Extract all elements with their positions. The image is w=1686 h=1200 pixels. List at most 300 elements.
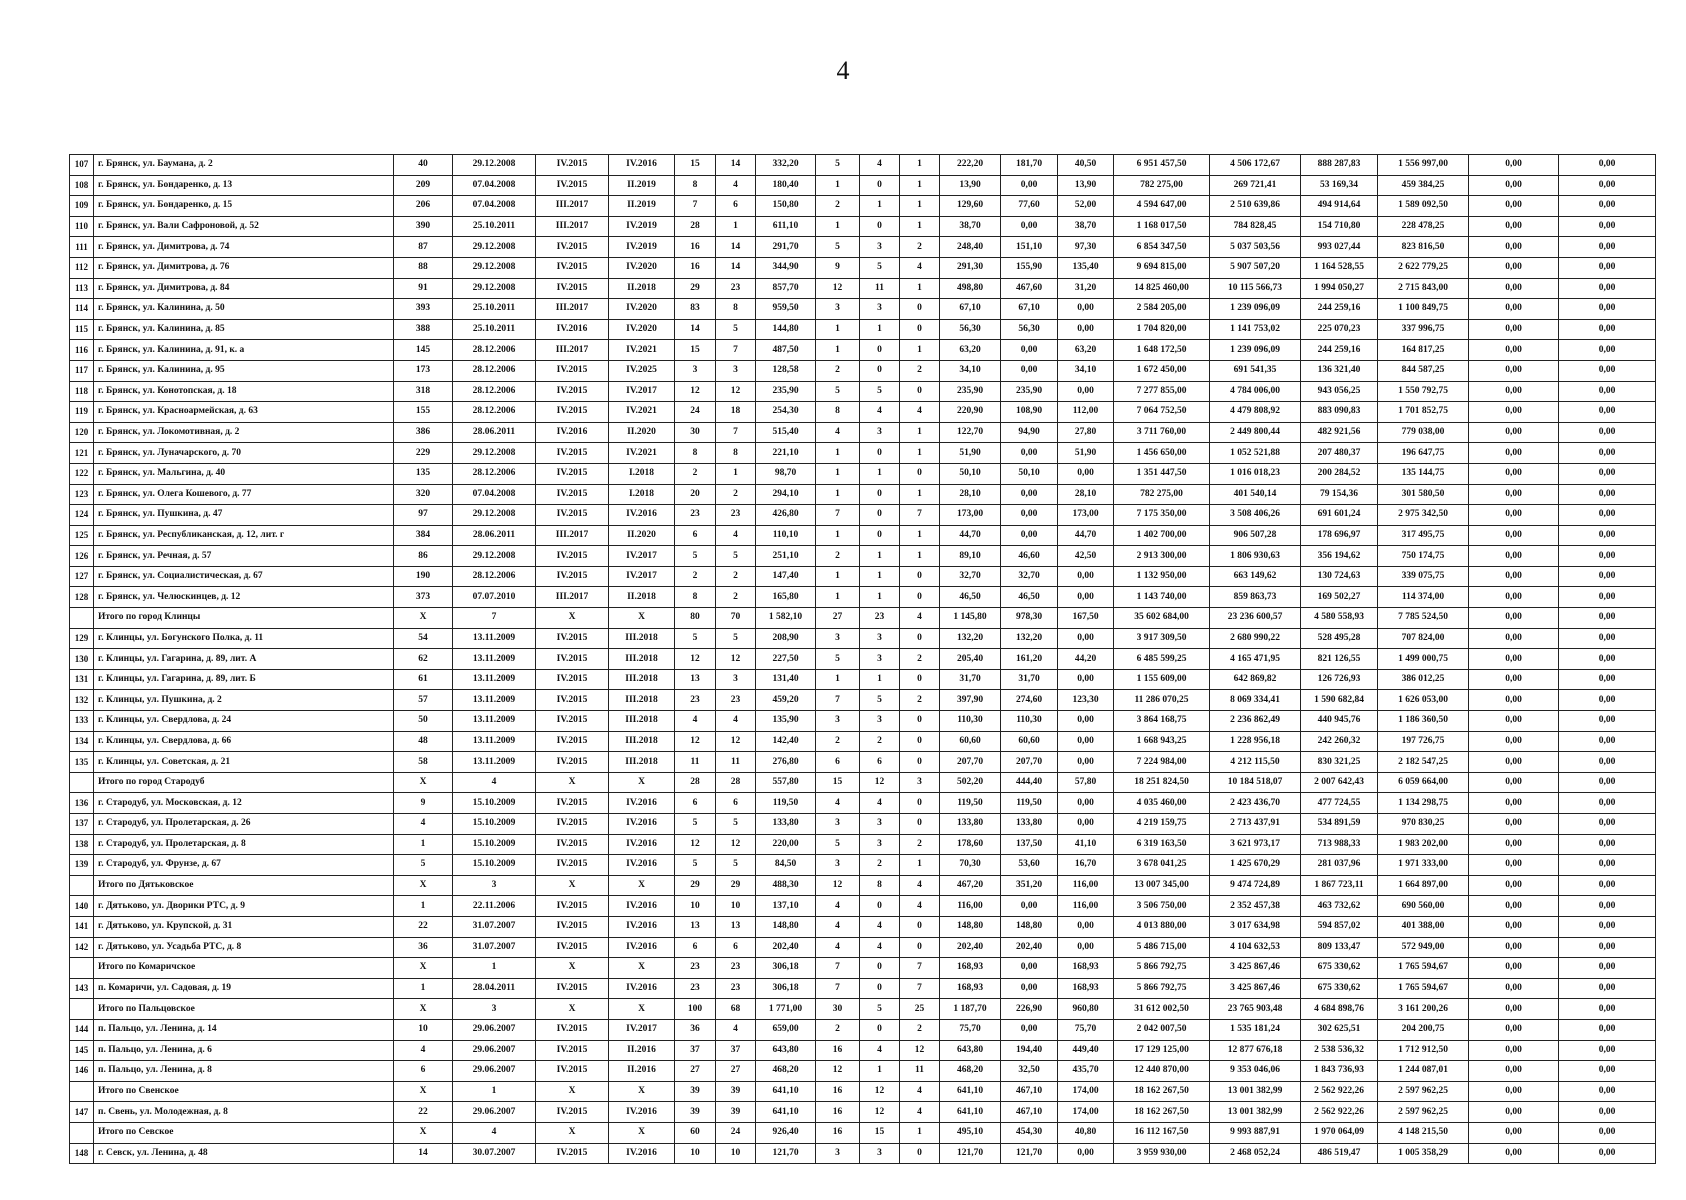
address-cell: г. Брянск, ул. Димитрова, д. 74 <box>94 237 394 258</box>
address-cell: г. Клинцы, ул. Пушкина, д. 2 <box>94 690 394 711</box>
table-cell: 4 <box>716 711 756 732</box>
table-cell: 28 <box>675 216 716 237</box>
table-cell: 320 <box>394 484 453 505</box>
table-cell: 16 <box>816 1040 860 1061</box>
table-cell: 1 132 950,00 <box>1114 566 1210 587</box>
table-cell: X <box>609 1122 675 1143</box>
table-cell: 0,00 <box>1058 381 1114 402</box>
row-number: 144 <box>70 1019 94 1040</box>
table-cell: 0,00 <box>1469 422 1559 443</box>
table-cell: 1 239 096,09 <box>1210 299 1301 320</box>
row-number: 137 <box>70 814 94 835</box>
table-cell: 70 <box>716 608 756 629</box>
subtotal-label: Итого по Севское <box>94 1122 394 1143</box>
table-cell: 302 625,51 <box>1301 1019 1378 1040</box>
table-cell: 294,10 <box>756 484 816 505</box>
table-cell: 274,60 <box>1001 690 1058 711</box>
table-cell: 0,00 <box>1559 340 1656 361</box>
table-cell: 467,10 <box>1001 1102 1058 1123</box>
table-cell: 1 351 447,50 <box>1114 463 1210 484</box>
table-cell: IV.2016 <box>609 896 675 917</box>
table-cell: 5 <box>816 649 860 670</box>
table-cell: 180,40 <box>756 175 816 196</box>
table-cell: IV.2015 <box>536 443 609 464</box>
table-cell: 4 <box>394 814 453 835</box>
table-cell: 4 784 006,00 <box>1210 381 1301 402</box>
table-cell: 0 <box>860 484 900 505</box>
table-cell: 0,00 <box>1559 216 1656 237</box>
table-cell: 38,70 <box>1058 216 1114 237</box>
table-cell: 9 993 887,91 <box>1210 1122 1301 1143</box>
table-cell: 13 <box>675 669 716 690</box>
table-cell: 3 <box>900 772 940 793</box>
table-cell: 0,00 <box>1469 793 1559 814</box>
table-cell: 857,70 <box>756 278 816 299</box>
table-cell: 2 584 205,00 <box>1114 299 1210 320</box>
table-cell: 110,30 <box>940 711 1001 732</box>
table-cell: 426,80 <box>756 505 816 526</box>
table-cell: 0 <box>900 381 940 402</box>
table-cell: 161,20 <box>1001 649 1058 670</box>
table-cell: 1 <box>816 587 860 608</box>
table-cell: 1 <box>860 566 900 587</box>
table-cell: 91 <box>394 278 453 299</box>
table-cell: 0 <box>860 525 900 546</box>
table-cell: 136 321,40 <box>1301 360 1378 381</box>
table-cell: 28.06.2011 <box>453 422 536 443</box>
table-cell: 663 149,62 <box>1210 566 1301 587</box>
table-cell: 28 <box>675 772 716 793</box>
table-cell: 0,00 <box>1469 587 1559 608</box>
table-cell: 7 175 350,00 <box>1114 505 1210 526</box>
table-cell: 174,00 <box>1058 1102 1114 1123</box>
table-cell: 0 <box>900 628 940 649</box>
table-cell: 3 425 867,46 <box>1210 958 1301 979</box>
table-cell: 4 506 172,67 <box>1210 155 1301 176</box>
table-cell: 0,00 <box>1559 834 1656 855</box>
table-cell: 1 771,00 <box>756 999 816 1020</box>
table-cell: 2 <box>816 731 860 752</box>
table-cell: 0,00 <box>1001 978 1058 999</box>
table-cell: 14 <box>394 1143 453 1164</box>
table-cell: 0,00 <box>1469 711 1559 732</box>
table-cell: 7 <box>675 196 716 217</box>
table-cell: 0,00 <box>1001 175 1058 196</box>
table-cell: 148,80 <box>1001 916 1058 937</box>
table-cell: 207,70 <box>940 752 1001 773</box>
table-cell: 2 <box>675 566 716 587</box>
row-number: 116 <box>70 340 94 361</box>
table-row <box>70 690 1656 711</box>
table-cell: 0 <box>900 937 940 958</box>
table-cell: 1 <box>900 422 940 443</box>
table-cell: 713 988,33 <box>1301 834 1378 855</box>
table-cell: 0,00 <box>1469 731 1559 752</box>
table-row <box>70 196 1656 217</box>
table-cell: 8 <box>675 587 716 608</box>
table-cell: 200 284,52 <box>1301 463 1378 484</box>
table-cell: 122,70 <box>940 422 1001 443</box>
table-cell: 23 <box>716 690 756 711</box>
row-number: 131 <box>70 669 94 690</box>
table-cell: 2 352 457,38 <box>1210 896 1301 917</box>
address-cell: г. Брянск, ул. Димитрова, д. 76 <box>94 257 394 278</box>
table-cell: 31,70 <box>940 669 1001 690</box>
table-cell: 0,00 <box>1469 505 1559 526</box>
table-cell: 151,10 <box>1001 237 1058 258</box>
table-cell: 397,90 <box>940 690 1001 711</box>
table-cell: 1 704 820,00 <box>1114 319 1210 340</box>
table-cell: 32,70 <box>1001 566 1058 587</box>
table-cell: 2 <box>816 360 860 381</box>
table-cell: 0,00 <box>1469 916 1559 937</box>
table-cell: 5 <box>675 855 716 876</box>
table-cell: 388 <box>394 319 453 340</box>
table-cell: 0,00 <box>1469 896 1559 917</box>
table-cell: 4 212 115,50 <box>1210 752 1301 773</box>
table-cell: 12 <box>675 649 716 670</box>
table-cell: 13,90 <box>1058 175 1114 196</box>
table-cell: III.2017 <box>536 216 609 237</box>
table-cell: 126 726,93 <box>1301 669 1378 690</box>
table-cell: 131,40 <box>756 669 816 690</box>
table-cell: IV.2016 <box>609 937 675 958</box>
table-cell: 173,00 <box>1058 505 1114 526</box>
table-cell: IV.2015 <box>536 155 609 176</box>
table-cell: 15 <box>675 340 716 361</box>
table-cell: 50,10 <box>940 463 1001 484</box>
table-cell: 0,00 <box>1559 422 1656 443</box>
table-cell: 30.07.2007 <box>453 1143 536 1164</box>
table-cell: 121,70 <box>1001 1143 1058 1164</box>
table-cell: 16 <box>675 257 716 278</box>
table-cell: 488,30 <box>756 875 816 896</box>
table-cell: IV.2019 <box>609 237 675 258</box>
table-cell: 248,40 <box>940 237 1001 258</box>
table-cell: 0,00 <box>1058 793 1114 814</box>
address-cell: п. Пальцо, ул. Ленина, д. 8 <box>94 1061 394 1082</box>
table-cell: 782 275,00 <box>1114 484 1210 505</box>
table-cell: 0 <box>860 958 900 979</box>
table-cell: 449,40 <box>1058 1040 1114 1061</box>
table-cell: 0,00 <box>1559 855 1656 876</box>
table-cell: 112,00 <box>1058 402 1114 423</box>
table-cell: 4 <box>860 916 900 937</box>
table-cell: 486 519,47 <box>1301 1143 1378 1164</box>
table-cell: 642 869,82 <box>1210 669 1301 690</box>
table-cell: 0,00 <box>1058 916 1114 937</box>
table-cell: 1 <box>816 669 860 690</box>
table-cell: 0,00 <box>1559 1061 1656 1082</box>
table-row <box>70 237 1656 258</box>
table-cell: 0,00 <box>1559 937 1656 958</box>
table-cell: 116,00 <box>1058 875 1114 896</box>
table-row <box>70 546 1656 567</box>
table-cell: 83 <box>675 299 716 320</box>
table-cell: 467,60 <box>1001 278 1058 299</box>
table-cell: 8 <box>716 299 756 320</box>
table-cell: 0,00 <box>1058 587 1114 608</box>
table-cell: 6 <box>394 1061 453 1082</box>
table-cell: 1 <box>860 319 900 340</box>
table-cell: 1 134 298,75 <box>1378 793 1469 814</box>
table-cell: 0,00 <box>1559 731 1656 752</box>
table-cell: IV.2020 <box>609 319 675 340</box>
table-cell: 13.11.2009 <box>453 628 536 649</box>
table-cell: III.2018 <box>609 731 675 752</box>
table-cell: 0,00 <box>1559 505 1656 526</box>
table-cell: 51,90 <box>940 443 1001 464</box>
table-cell: 444,40 <box>1001 772 1058 793</box>
table-cell: 1 668 943,25 <box>1114 731 1210 752</box>
table-cell: 821 126,55 <box>1301 649 1378 670</box>
table-cell: IV.2015 <box>536 381 609 402</box>
table-cell: 194,40 <box>1001 1040 1058 1061</box>
table-cell: IV.2025 <box>609 360 675 381</box>
table-row <box>70 505 1656 526</box>
table-cell: 29.06.2007 <box>453 1040 536 1061</box>
table-cell: 135 <box>394 463 453 484</box>
table-cell: 46,50 <box>1001 587 1058 608</box>
table-cell: 222,20 <box>940 155 1001 176</box>
table-cell: 173 <box>394 360 453 381</box>
table-cell: X <box>536 772 609 793</box>
address-cell: г. Стародуб, ул. Фрунзе, д. 67 <box>94 855 394 876</box>
table-cell: 168,93 <box>940 958 1001 979</box>
table-cell: 0,00 <box>1469 875 1559 896</box>
table-cell: 0 <box>860 1019 900 1040</box>
table-cell: 31,70 <box>1001 669 1058 690</box>
table-cell: III.2018 <box>609 669 675 690</box>
table-cell: 228 478,25 <box>1378 216 1469 237</box>
table-cell: 1 143 740,00 <box>1114 587 1210 608</box>
row-number: 135 <box>70 752 94 773</box>
table-cell: 14 <box>716 155 756 176</box>
table-cell: 495,10 <box>940 1122 1001 1143</box>
table-cell: 6 <box>675 793 716 814</box>
table-cell: 459,20 <box>756 690 816 711</box>
table-cell: X <box>536 999 609 1020</box>
address-cell: г. Брянск, ул. Бондаренко, д. 13 <box>94 175 394 196</box>
table-cell: 32,70 <box>940 566 1001 587</box>
table-cell: 3 <box>860 422 900 443</box>
table-cell: 0,00 <box>1469 381 1559 402</box>
table-cell: 5 <box>675 546 716 567</box>
table-cell: 572 949,00 <box>1378 937 1469 958</box>
table-cell: 0,00 <box>1001 505 1058 526</box>
table-cell: 202,40 <box>940 937 1001 958</box>
table-cell: 2 562 922,26 <box>1301 1081 1378 1102</box>
table-cell: III.2017 <box>536 196 609 217</box>
table-cell: 14 <box>675 319 716 340</box>
row-number: 112 <box>70 257 94 278</box>
table-cell: 1 712 912,50 <box>1378 1040 1469 1061</box>
table-cell: X <box>609 958 675 979</box>
table-cell: 0,00 <box>1559 752 1656 773</box>
table-cell: 0,00 <box>1469 175 1559 196</box>
table-cell: 0,00 <box>1469 196 1559 217</box>
table-cell: 4 <box>816 937 860 958</box>
address-cell: г. Брянск, ул. Республиканская, д. 12, лит. г <box>94 525 394 546</box>
address-cell: г. Клинцы, ул. Свердлова, д. 24 <box>94 711 394 732</box>
table-cell: 3 <box>816 711 860 732</box>
address-cell: п. Комаричи, ул. Садовая, д. 19 <box>94 978 394 999</box>
table-cell: 401 388,00 <box>1378 916 1469 937</box>
address-cell: г. Брянск, ул. Речная, д. 57 <box>94 546 394 567</box>
table-cell: 3 <box>860 834 900 855</box>
table-cell: IV.2016 <box>609 834 675 855</box>
table-cell: 0,00 <box>1469 319 1559 340</box>
table-cell: 28.04.2011 <box>453 978 536 999</box>
table-cell: 0,00 <box>1001 443 1058 464</box>
table-cell: 1 <box>900 855 940 876</box>
table-cell: X <box>536 608 609 629</box>
table-cell: 0,00 <box>1469 690 1559 711</box>
table-cell: 50,10 <box>1001 463 1058 484</box>
address-cell: г. Брянск, ул. Локомотивная, д. 2 <box>94 422 394 443</box>
table-cell: 4 013 880,00 <box>1114 916 1210 937</box>
table-cell: 0,00 <box>1001 525 1058 546</box>
table-cell: 133,80 <box>940 814 1001 835</box>
table-cell: 0,00 <box>1001 958 1058 979</box>
table-cell: 12 <box>716 731 756 752</box>
table-cell: 0,00 <box>1469 855 1559 876</box>
table-cell: 5 <box>675 814 716 835</box>
table-cell: 0,00 <box>1001 484 1058 505</box>
subtotal-label: Итого по Комаричское <box>94 958 394 979</box>
table-cell: 0,00 <box>1058 299 1114 320</box>
row-number: 141 <box>70 916 94 937</box>
table-cell: 0,00 <box>1058 566 1114 587</box>
row-number <box>70 608 94 629</box>
table-cell: 1 168 017,50 <box>1114 216 1210 237</box>
table-cell: 5 <box>716 546 756 567</box>
table-row <box>70 155 1656 176</box>
table-cell: 5 <box>816 834 860 855</box>
table-row <box>70 855 1656 876</box>
table-cell: 5 <box>860 257 900 278</box>
row-number: 113 <box>70 278 94 299</box>
table-cell: 943 056,25 <box>1301 381 1378 402</box>
table-cell: 0 <box>900 731 940 752</box>
table-cell: 1 <box>860 546 900 567</box>
table-cell: 390 <box>394 216 453 237</box>
table-cell: 4 <box>900 896 940 917</box>
row-number: 111 <box>70 237 94 258</box>
table-cell: 4 <box>860 937 900 958</box>
table-cell: 28.12.2006 <box>453 402 536 423</box>
table-cell: 150,80 <box>756 196 816 217</box>
table-cell: X <box>394 875 453 896</box>
table-cell: 167,50 <box>1058 608 1114 629</box>
table-cell: 0,00 <box>1469 1019 1559 1040</box>
table-cell: 119,50 <box>940 793 1001 814</box>
row-number: 117 <box>70 360 94 381</box>
row-number: 133 <box>70 711 94 732</box>
table-cell: IV.2016 <box>536 319 609 340</box>
table-cell: 206 <box>394 196 453 217</box>
table-cell: 1 <box>816 525 860 546</box>
table-cell: 1 456 650,00 <box>1114 443 1210 464</box>
table-cell: 10 <box>716 896 756 917</box>
table-cell: 1 155 609,00 <box>1114 669 1210 690</box>
table-cell: 1 <box>716 463 756 484</box>
table-cell: 0,00 <box>1469 608 1559 629</box>
table-cell: 0,00 <box>1559 484 1656 505</box>
table-cell: 23 <box>675 505 716 526</box>
table-cell: IV.2016 <box>609 793 675 814</box>
table-cell: 1 <box>860 669 900 690</box>
table-cell: 07.04.2008 <box>453 175 536 196</box>
table-cell: 482 921,56 <box>1301 422 1378 443</box>
table-cell: 337 996,75 <box>1378 319 1469 340</box>
table-cell: 87 <box>394 237 453 258</box>
table-cell: 5 037 503,56 <box>1210 237 1301 258</box>
table-cell: 13.11.2009 <box>453 731 536 752</box>
table-cell: 356 194,62 <box>1301 546 1378 567</box>
table-cell: 1 <box>900 443 940 464</box>
table-cell: 12 <box>860 772 900 793</box>
table-cell: 0,00 <box>1559 155 1656 176</box>
table-cell: 4 <box>716 525 756 546</box>
address-cell: г. Стародуб, ул. Пролетарская, д. 26 <box>94 814 394 835</box>
table-row <box>70 896 1656 917</box>
table-cell: 0,00 <box>1469 1102 1559 1123</box>
table-cell: 1 <box>900 175 940 196</box>
table-cell: 7 <box>816 505 860 526</box>
table-cell: 0,00 <box>1001 896 1058 917</box>
table-cell: 36 <box>394 937 453 958</box>
table-cell: 133,80 <box>756 814 816 835</box>
table-cell: 244 259,16 <box>1301 299 1378 320</box>
table-cell: 2 <box>716 484 756 505</box>
table-cell: 54 <box>394 628 453 649</box>
table-cell: 14 825 460,00 <box>1114 278 1210 299</box>
table-cell: 135 144,75 <box>1378 463 1469 484</box>
table-cell: 1 765 594,67 <box>1378 958 1469 979</box>
table-cell: 6 <box>675 525 716 546</box>
table-cell: 15 <box>860 1122 900 1143</box>
table-cell: 4 035 460,00 <box>1114 793 1210 814</box>
table-cell: 276,80 <box>756 752 816 773</box>
table-cell: IV.2015 <box>536 896 609 917</box>
table-cell: 0,00 <box>1469 257 1559 278</box>
table-cell: 4 <box>860 793 900 814</box>
table-cell: 7 <box>900 978 940 999</box>
table-cell: IV.2016 <box>609 1143 675 1164</box>
table-cell: 467,10 <box>1001 1081 1058 1102</box>
table-cell: 2 <box>900 360 940 381</box>
table-cell: 28.12.2006 <box>453 360 536 381</box>
table-cell: III.2017 <box>536 587 609 608</box>
table-row <box>70 834 1656 855</box>
table-cell: 1 765 594,67 <box>1378 978 1469 999</box>
table-cell: 135,90 <box>756 711 816 732</box>
table-cell: 0 <box>900 814 940 835</box>
table-cell: 40,50 <box>1058 155 1114 176</box>
table-cell: 129,60 <box>940 196 1001 217</box>
table-cell: 393 <box>394 299 453 320</box>
table-cell: 534 891,59 <box>1301 814 1378 835</box>
table-cell: III.2018 <box>609 628 675 649</box>
table-cell: 4 <box>900 1081 940 1102</box>
table-cell: 15.10.2009 <box>453 855 536 876</box>
table-cell: 0,00 <box>1559 649 1656 670</box>
table-cell: 4 <box>453 772 536 793</box>
table-cell: 0,00 <box>1469 1143 1559 1164</box>
table-cell: 15.10.2009 <box>453 834 536 855</box>
table-cell: 1 <box>394 978 453 999</box>
